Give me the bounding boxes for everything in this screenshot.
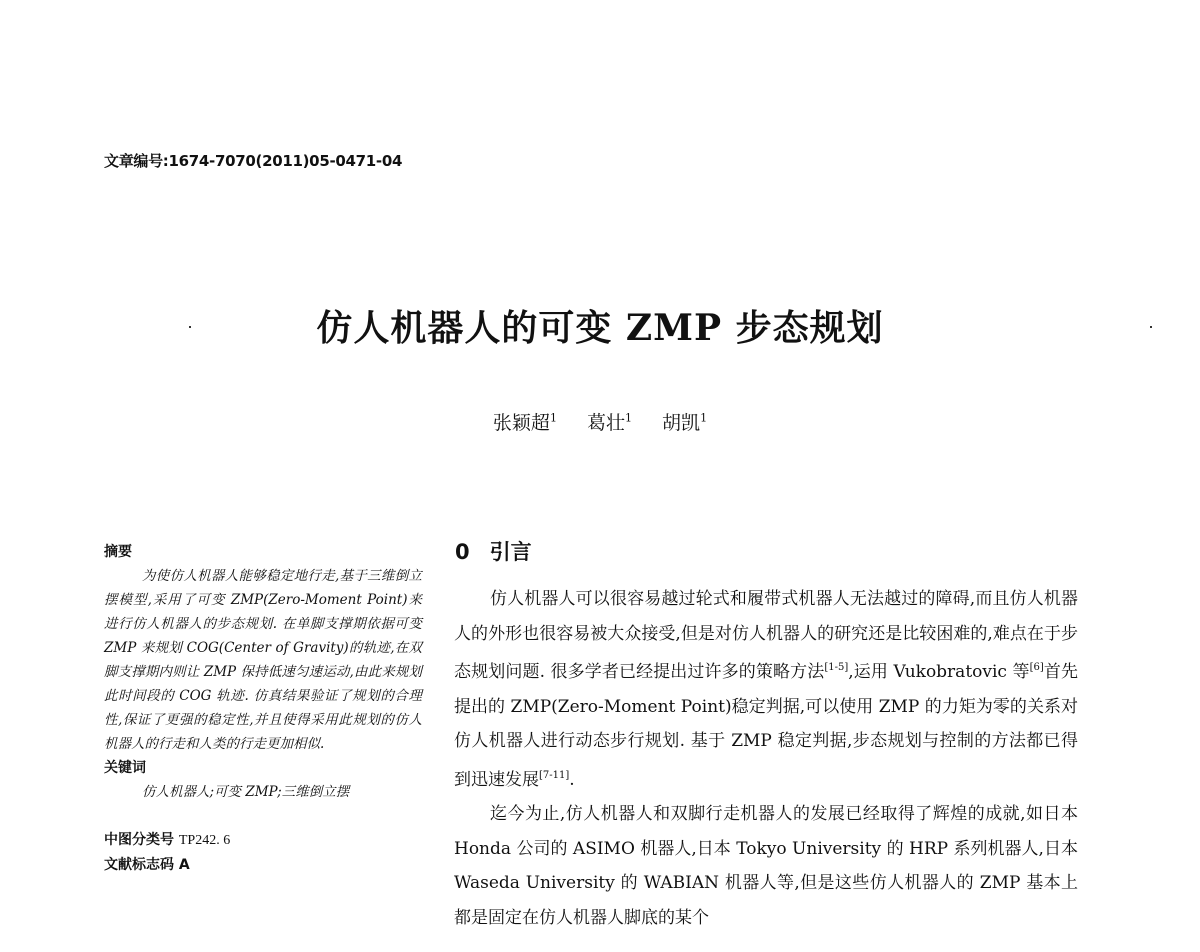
author-name: 胡凯: [662, 412, 701, 434]
abstract-sidebar: [104, 540, 422, 877]
scan-speck: [1150, 326, 1152, 328]
body-text-run: 仿人机器人可以很容易越过轮式和履带式机器人无法越过的障碍,而且仿人机器人的外形也很容易被大众接受,但是对仿人机器人的研究还是比较困难的,难点在于步态规划问题. 很多学者已经提出过许多的策略方法: [454, 589, 1078, 682]
keywords-text: 仿人机器人;可变 ZMP;三维倒立摆: [142, 784, 350, 800]
author-affiliation: 1: [549, 411, 557, 425]
author-affiliation: 1: [700, 411, 708, 425]
body-text-run: ,运用 Vukobratovic 等: [848, 662, 1030, 682]
author-affiliation: 1: [625, 411, 632, 425]
body-text-run: 首先提出的 ZMP(Zero-Moment Point)稳定判据,可以使用 ZMP 的力矩为零的关系对仿人机器人进行动态步行规划. 基于 ZMP 稳定判据,步态规划与控制的方法都已得到迅速发展: [454, 662, 1078, 790]
body-text-run: .: [569, 769, 575, 790]
citation: [1-5]: [824, 662, 849, 673]
classification-label: 中图分类号: [104, 832, 174, 848]
classification-value: TP242. 6: [178, 833, 231, 848]
scan-speck: [189, 326, 191, 328]
body-paragraph: [454, 582, 1078, 797]
section-title: 引言: [489, 540, 532, 564]
document-code-row: [104, 853, 422, 877]
paper-title: 仿人机器人的可变 ZMP 步态规划: [316, 307, 884, 349]
author: [493, 412, 557, 434]
abstract-text: 为使仿人机器人能够稳定地行走,基于三维倒立摆模型,采用了可变 ZMP(Zero-Moment Point)来进行仿人机器人的步态规划. 在单脚支撑期依据可变 ZMP 来规划 COG(Center of Gravity)的轨迹,在双脚支撑期内则让 ZMP 保持低速匀速运动,由此来规划此时间段的 COG 轨迹. 仿真结果验证了规划的合理性,保证了更强的稳定性,并且使得采用此规划的仿人机器人的行走和人类的行走更加相似.: [104, 568, 422, 752]
citation: [7-11]: [539, 769, 570, 781]
author: [587, 412, 632, 434]
section-heading: [455, 536, 532, 566]
document-code-value: A: [178, 857, 190, 873]
classification-row: [104, 828, 422, 853]
document-code-label: 文献标志码: [104, 857, 174, 873]
author-name: 葛壮: [586, 412, 625, 434]
keywords-label: 关键词: [104, 760, 146, 776]
citation: [6]: [1029, 662, 1044, 673]
body-paragraph: 迄今为止,仿人机器人和双脚行走机器人的发展已经取得了辉煌的成就,如日本 Honda 公司的 ASIMO 机器人,日本 Tokyo University 的 HRP 系列机器人,日本 Waseda University 的 WABIAN 机器人等,但是这些仿人机器人的 ZMP 基本上都是固定在仿人机器人脚底的某个: [454, 804, 1078, 928]
author-name: 张颖超: [492, 412, 550, 434]
article-number: 文章编号:1674-7070(2011)05-0471-04: [104, 152, 403, 170]
abstract-label: 摘要: [104, 544, 132, 560]
author: [662, 412, 707, 434]
section-number: 0: [455, 540, 470, 564]
author-list: [0, 408, 1200, 435]
body-text: [454, 582, 1078, 935]
